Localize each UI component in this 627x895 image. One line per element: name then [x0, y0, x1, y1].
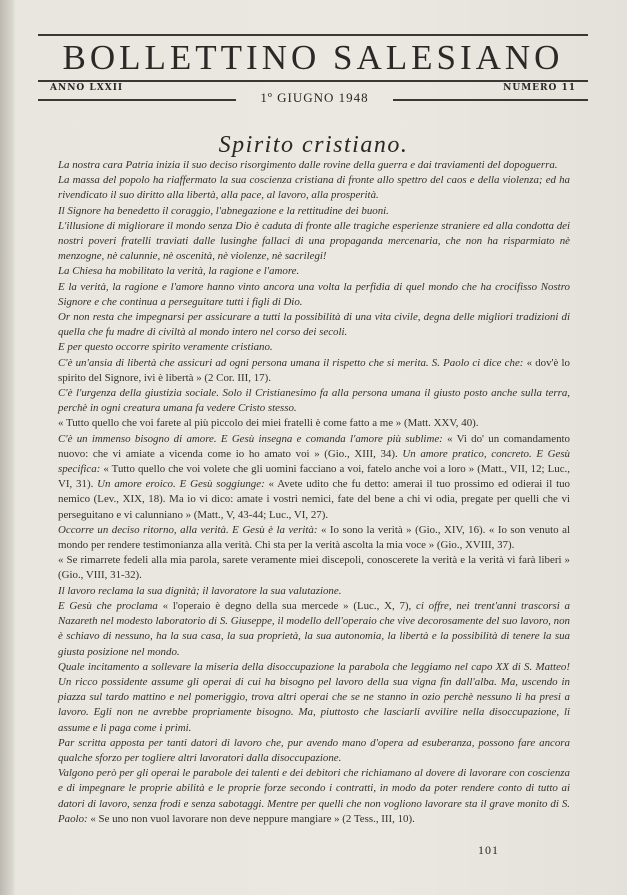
quotation: « Se uno non vuol lavorare non deve neppure mangiare » (2 Tess., III, 10). — [90, 812, 415, 825]
paragraph: La Chiesa ha mobilitato la verità, la ragione e l'amore. — [58, 265, 300, 278]
journal-title: BOLLETTINO SALESIANO — [62, 38, 564, 77]
quotation: « dov'è lo spirito del Signore, ivi è libertà » (2 Cor. III, 17). — [58, 356, 570, 384]
paragraph: Par scritta apposta per tanti datori di lavoro che, pur avendo mano d'opera ad esuberanza, possono fare ancora qualche sforzo per togliere altri lavoratori dalla disoccupazione. — [58, 736, 570, 764]
quotation: « Vi do' un comandamento nuovo: che vi amiate a vicenda come io ho amato voi » (Gio., XIII, 34). — [58, 432, 570, 460]
paragraph — [58, 523, 570, 553]
paragraph — [58, 432, 570, 523]
issue-date: 1º GIUGNO 1948 — [260, 90, 369, 105]
article-heading: Spirito cristiano. — [218, 132, 409, 158]
paragraph — [58, 766, 570, 827]
paragraph: E la verità, la ragione e l'amore hanno vinto ancora una volta la perfidia di quel mondo che ha crocifisso Nostro Signore e che continua a perseguitare tutti i figli di Dio. — [58, 280, 570, 308]
paragraph: La massa del popolo ha riaffermato la sua coscienza cristiana di fronte allo spettro del caos e della violenza; ed ha rivendicato il suo diritto alla libertà, alla pace, al lavoro, alla prosperità. — [58, 174, 570, 202]
article-body — [58, 158, 570, 827]
paragraph: E per questo occorre spirito veramente cristiano. — [58, 341, 273, 354]
issue-number: NUMERO 11 — [503, 83, 576, 93]
quotation: « Se rimarrete fedeli alla mia parola, sarete veramente miei discepoli, conoscerete la verità e la verità vi farà liberi » (Gio., VIII, 31-32). — [58, 554, 570, 582]
paragraph: Il Signore ha benedetto il coraggio, l'abnegazione e la rettitudine dei buoni. — [58, 204, 389, 217]
volume-label: ANNO LXXII — [50, 83, 124, 93]
paragraph: C'è l'urgenza della giustizia sociale. Solo il Cristianesimo fa alla persona umana il giusto posto anche sulla terra, perchè in ogni creatura umana fa vedere Cristo stesso. — [58, 387, 570, 415]
paragraph — [58, 416, 570, 431]
quotation: « Tutto quello che voi farete al più piccolo dei miei fratelli è come fatto a me » (Matt. XXV, 40). — [58, 417, 479, 430]
paragraph: Il lavoro reclama la sua dignità; il lavoratore la sua valutazione. — [58, 584, 342, 597]
page-number: 101 — [478, 843, 499, 857]
paragraph-italic: ci offre, nei trent'anni trascorsi a Nazareth nel modesto laboratorio di S. Giuseppe, il modello dell'operaio che vive decorosamente del suo lavoro, non è schiavo di nessuno, ha la sua casa, la sua proprietà, la sua autonomia, la libertà e la possibilità di tenere la sua giusta posizione nel mondo. — [58, 599, 570, 658]
paragraph — [58, 553, 570, 583]
paragraph — [58, 599, 570, 660]
paragraph-italic: Un amore pratico, concreto. E Gesù specifica: — [58, 447, 571, 476]
paragraph-italic: C'è un immenso bisogno di amore. E Gesù insegna e comanda l'amore più sublime: — [58, 432, 448, 445]
quotation: « Io sono la verità » (Gio., XIV, 16). « Io son venuto al mondo per rendere testimonianza alla verità. Chi sta per la verità ascolta la mia voce » (Gio., XVIII, 37). — [58, 523, 570, 552]
paragraph: Quale incitamento a sollevare la miseria della disoccupazione la parabola che leggiamo nel capo XX di S. Matteo! Un ricco possidente assume gli operai di cui ha bisogno pel lavoro della sua vigna fin dall'alba. Ma, uscendo in piazza sul tardo mattino e nel pomeriggio, trova altri operai che se ne stanno in ozio perchè nessuno li ha presi a lavoro. Egli non ne avrebbe propriamente bisogno. Ma, piuttosto che lasciarli avvilire nella disoccupazione, li assume e li paga come i primi. — [58, 660, 570, 734]
paragraph-italic: Occorre un deciso ritorno, alla verità. E Gesù è la verità: — [58, 523, 321, 536]
quotation: « Tutto quello che voi volete che gli uomini facciano a voi, fatelo anche voi a loro » (Matt., VII, 12; Luc., VI, 31). — [58, 463, 570, 491]
quotation: « Avete udito che fu detto: amerai il tuo prossimo ed odierai il tuo nemico (Lev., XIX, 18). Ma io vi dico: amate i vostri nemici, fate del bene a chi vi odia, pregate per quelli che vi perseguitano e vi calunniano » (Matt., V, 43-44; Luc., VI, 27). — [58, 478, 570, 521]
paragraph-italic: Valgono però per gli operai le parabole dei talenti e dei debitori che richiamano al dovere di lavorare con coscienza e di impegnare le proprie abilità e le proprie forze secondo i contratti, in modo da poter rendere conto di tutto ai datori di lavoro, senza frodi e senza sabotaggi. Mentre per quelli che non vogliono lavorare sta il grave monito di S. Paolo: — [58, 767, 570, 825]
masthead-rule — [38, 80, 588, 82]
paragraph — [58, 356, 570, 386]
paragraph: La nostra cara Patria inizia il suo deciso risorgimento dalle rovine della guerra e dai traviamenti del dopoguerra. — [58, 159, 558, 171]
paragraph-italic: C'è un'ansia di libertà che assicuri ad ogni persona umana il rispetto che si merita. S. Paolo ci dice che: — [58, 356, 527, 369]
paragraph: Or non resta che impegnarsi per assicurare a tutti la possibilità di una vita civile, degna delle migliori tradizioni di quella che fu madre di civiltà al mondo intero nel corso dei secoli. — [58, 311, 570, 339]
paragraph-italic: E Gesù che proclama — [58, 599, 163, 612]
quotation: « l'operaio è degno della sua mercede » (Luc., X, 7), — [162, 599, 417, 612]
date-bar — [38, 90, 588, 106]
paragraph: L'illusione di migliorare il mondo senza Dio è caduta di fronte alle tragiche esperienze straniere ed alla condotta dei nostri poveri fratelli traviati dalle lusinghe fallaci di una propaganda mercenaria, che non ha risparmiato nè menzogne, nè calunnie, nè oscenità, nè violenze, nè sacrilegi! — [58, 219, 570, 263]
paragraph-italic: Un amore eroico. E Gesù soggiunge: — [97, 478, 269, 491]
date-rule-right — [393, 99, 588, 101]
masthead-top-rule — [38, 34, 588, 36]
date-rule-left — [38, 99, 236, 101]
